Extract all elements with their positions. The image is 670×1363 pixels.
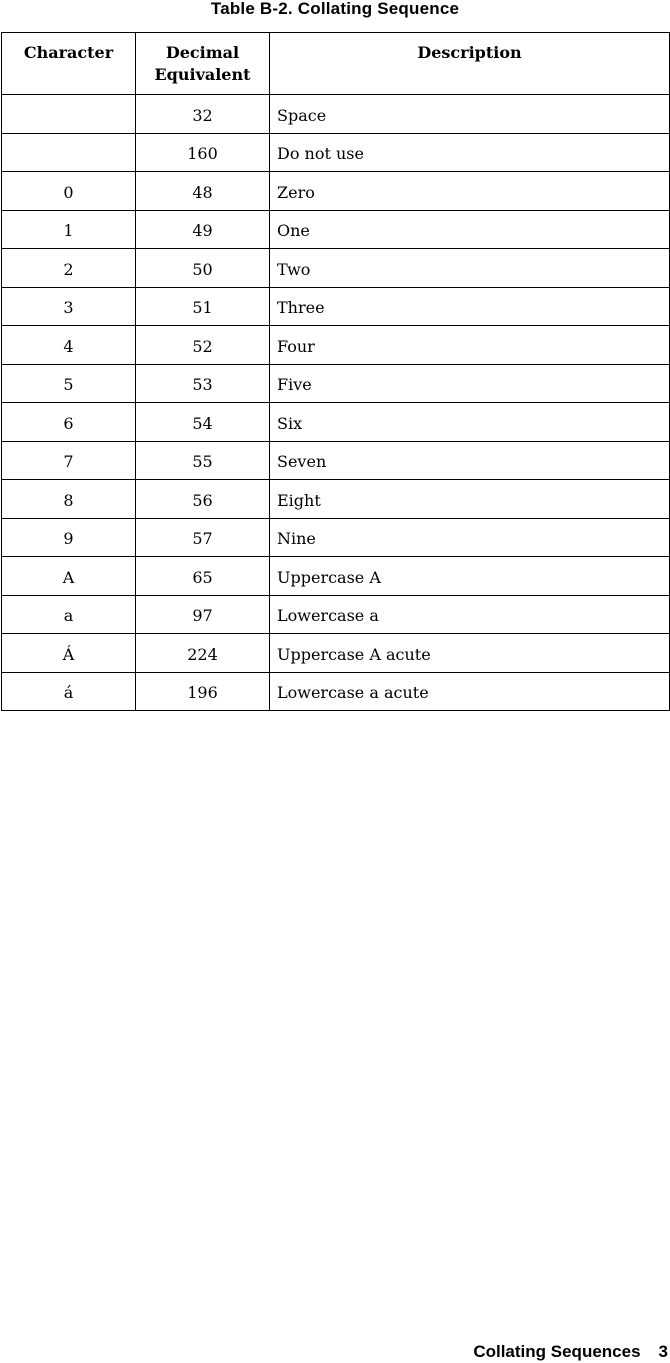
table-row (2, 133, 670, 172)
header-decimal-equivalent (136, 33, 270, 95)
cell-character: 3 (2, 287, 136, 326)
table-row (2, 634, 670, 673)
cell-character (2, 95, 136, 134)
cell-decimal: 52 (136, 326, 270, 365)
cell-description: Two (270, 249, 670, 288)
cell-character: 9 (2, 518, 136, 557)
cell-character: 5 (2, 364, 136, 403)
cell-decimal: 50 (136, 249, 270, 288)
collating-sequence-table (1, 32, 670, 711)
cell-description: Lowercase a (270, 595, 670, 634)
table-row (2, 210, 670, 249)
cell-character: Á (2, 634, 136, 673)
cell-description: Six (270, 403, 670, 442)
table-row (2, 364, 670, 403)
cell-decimal: 160 (136, 133, 270, 172)
cell-decimal: 49 (136, 210, 270, 249)
cell-character: a (2, 595, 136, 634)
cell-description: Five (270, 364, 670, 403)
cell-character (2, 133, 136, 172)
cell-description: Lowercase a acute (270, 672, 670, 711)
header-decimal-line2: Equivalent (154, 65, 251, 84)
cell-description: Four (270, 326, 670, 365)
cell-decimal: 53 (136, 364, 270, 403)
table-row (2, 672, 670, 711)
cell-character: 4 (2, 326, 136, 365)
cell-description: Uppercase A acute (270, 634, 670, 673)
cell-decimal: 48 (136, 172, 270, 211)
table-row (2, 249, 670, 288)
cell-decimal: 224 (136, 634, 270, 673)
table-title: Table B-2. Collating Sequence (210, 0, 460, 18)
cell-character: A (2, 557, 136, 596)
cell-description: Space (270, 95, 670, 134)
cell-description: Uppercase A (270, 557, 670, 596)
table-row (2, 95, 670, 134)
cell-decimal: 65 (136, 557, 270, 596)
cell-description: Do not use (270, 133, 670, 172)
cell-description: Three (270, 287, 670, 326)
table-header-row (2, 33, 670, 95)
cell-description: Seven (270, 441, 670, 480)
cell-character: 6 (2, 403, 136, 442)
header-description: Description (270, 33, 670, 95)
cell-decimal: 32 (136, 95, 270, 134)
cell-character: á (2, 672, 136, 711)
cell-description: Zero (270, 172, 670, 211)
page-footer (0, 1342, 670, 1362)
cell-description: Eight (270, 480, 670, 519)
cell-character: 0 (2, 172, 136, 211)
cell-decimal: 56 (136, 480, 270, 519)
cell-decimal: 55 (136, 441, 270, 480)
cell-character: 2 (2, 249, 136, 288)
cell-decimal: 57 (136, 518, 270, 557)
table-row (2, 326, 670, 365)
table-row (2, 441, 670, 480)
cell-character: 1 (2, 210, 136, 249)
cell-description: One (270, 210, 670, 249)
table-row (2, 518, 670, 557)
table-row (2, 287, 670, 326)
table-row (2, 480, 670, 519)
table-row (2, 557, 670, 596)
footer-section-title: Collating Sequences (473, 1342, 641, 1361)
page-number: 3 (658, 1342, 668, 1361)
table-row (2, 172, 670, 211)
table-row (2, 595, 670, 634)
table-row (2, 403, 670, 442)
cell-decimal: 51 (136, 287, 270, 326)
header-character: Character (2, 33, 136, 95)
cell-character: 8 (2, 480, 136, 519)
cell-decimal: 97 (136, 595, 270, 634)
cell-decimal: 196 (136, 672, 270, 711)
header-decimal-line1: Decimal (165, 43, 240, 62)
cell-description: Nine (270, 518, 670, 557)
cell-character: 7 (2, 441, 136, 480)
cell-decimal: 54 (136, 403, 270, 442)
